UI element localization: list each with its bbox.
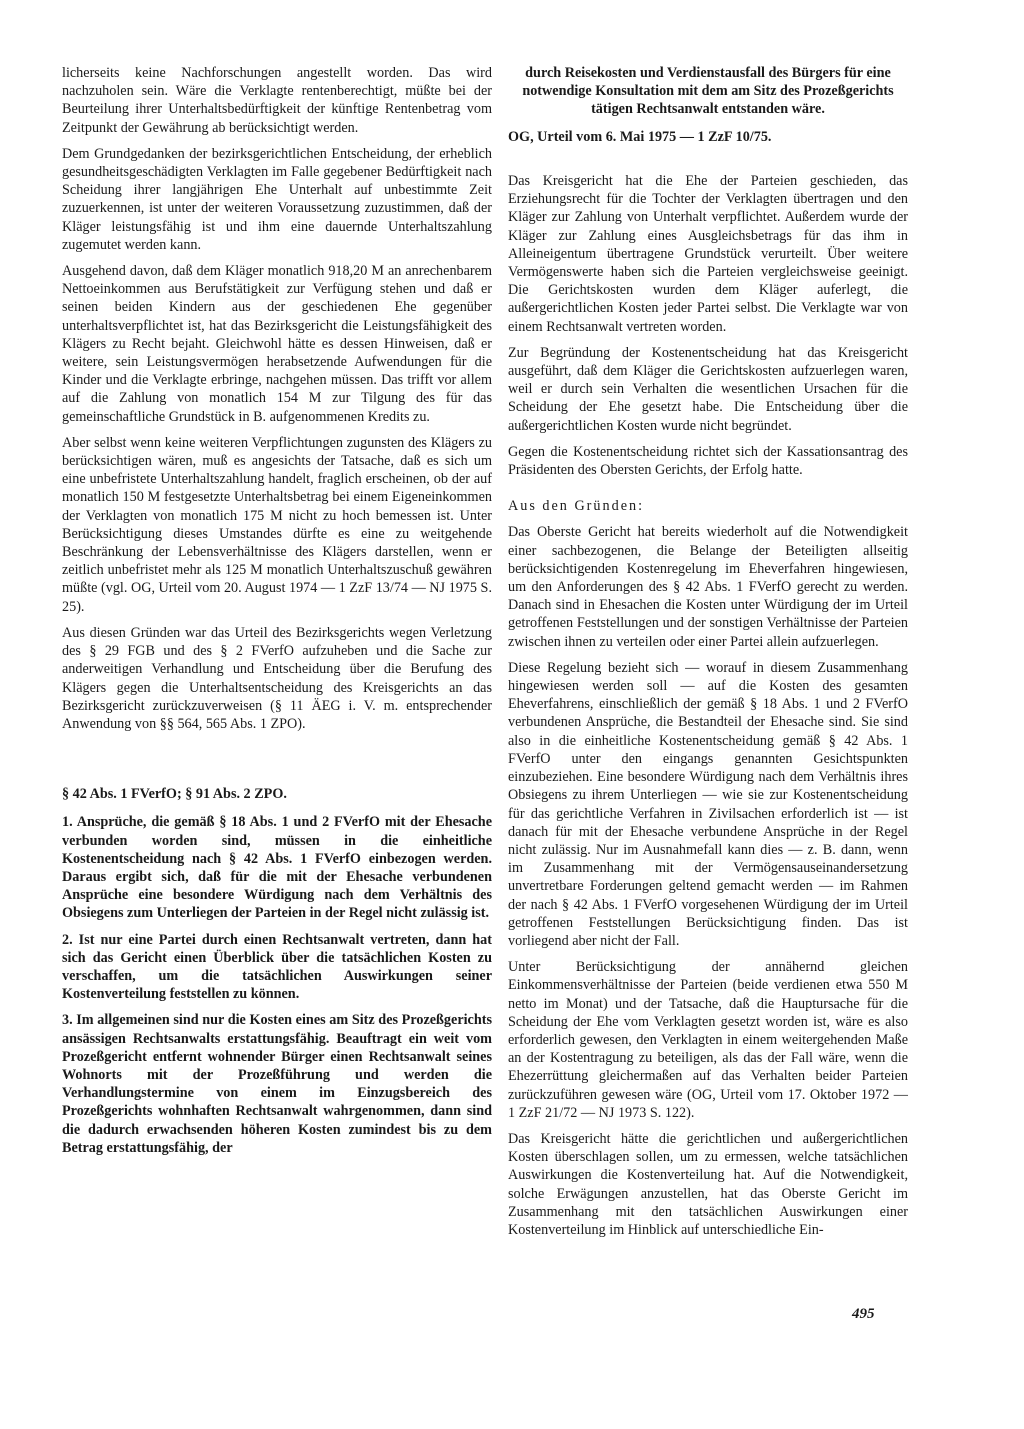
right-column — [508, 64, 908, 1247]
case-citation: OG, Urteil vom 6. Mai 1975 — 1 ZzF 10/75. — [508, 129, 772, 145]
paragraph: Gegen die Kostenentscheidung richtet sich der Kassationsantrag des Präsidenten des Obersten Gerichts, der Erfolg hatte. — [508, 443, 908, 479]
paragraph: Unter Berücksichtigung der annähernd gleichen Einkommensverhältnisse der Parteien (beide verdienen etwa 550 M netto im Monat) und der Tatsache, daß die Hauptursache für die Scheidung der Ehe vom Verklagten gesetzt worden ist, wäre es also erforderlich gewesen, den Verklagten in einem weitergehenden Maße an der Kostentragung zu beteiligen, als das der Fall wäre, wenn die Ehezerrüttung gleichermaßen auf das Verhalten beider Parteien zurückzuführen gewesen wäre (OG, Urteil vom 17. Oktober 1972 — 1 ZzF 21/72 — NJ 1973 S. 122). — [508, 959, 908, 1121]
paragraph: Das Oberste Gericht hat bereits wiederholt auf die Notwendigkeit einer sachbezogenen, die Belange der Beteiligten allseitig berücksichtigenden Kostenregelung im Eheverfahren hingewiesen, um den Anforderungen des § 42 Abs. 1 FVerfO gerecht zu werden. Danach sind in Ehesachen die Kosten unter Würdigung der im Urteil getroffenen Feststellungen und der sonstigen Verhältnisse der Parteien zwischen ihnen zu verteilen oder einer Partei allein aufzuerlegen. — [508, 524, 908, 650]
paragraph: licherseits keine Nachforschungen angestellt worden. Das wird nachzuholen sein. Wäre die Verklagte rentenberechtigt, müßte bei der Beurteilung ihrer Unterhaltsbedürftigkeit der künftige Rentenbetrag vom Zeitpunkt der Gewährung ab berücksichtigt werden. — [62, 65, 492, 136]
paragraph: Aber selbst wenn keine weiteren Verpflichtungen zugunsten des Klägers zu berücksichtigen wären, muß es angesichts der Tatsache, daß es sich um eine unbefristete Unterhaltszahlung handelt, fraglich erscheinen, ob der auf monatlich 150 M festgesetzte Unterhaltsbetrag bei einem Eigeneinkommen der Verklagten von monatlich 175 M nicht zu hoch bemessen ist. Unter Berücksichtigung dieses Umstandes dürfte es eine zu weitgehende Beschränkung der Lebensverhältnisse des Klägers darstellen, wenn er zeitlich unbefristet mehr als 125 M monatlich Unterhaltszuschuß gewähren müßte (vgl. OG, Urteil vom 20. August 1974 — 1 ZzF 13/74 — NJ 1975 S. 25). — [62, 434, 492, 615]
headnote-3: 3. Im allgemeinen sind nur die Kosten eines am Sitz des Prozeßgerichts ansässigen Rechtsanwalts erstattungsfähig. Beauftragt ein weit vom Prozeßgericht entfernt wohnender Bürger einen Rechtsanwalt seines Wohnorts mit der Prozeßführung und werden die Verhandlungstermine von einem im Einzugsbereich des Prozeßgerichts wohnhaften Rechtsanwalt wahrgenommen, dann sind die dadurch erwachsenden höheren Kosten zumindest bis zu dem Betrag erstattungsfähig, der — [62, 1012, 492, 1156]
section-heading-reasons: Aus den Gründen: — [508, 498, 645, 515]
paragraph: Diese Regelung bezieht sich — worauf in diesem Zusammenhang hingewiesen werden soll — auf die Kosten des gesamten Eheverfahrens, einschließlich der gemäß § 18 Abs. 1 und 2 FVerfO verbundenen Ansprüche, die Bestandteil der Ehesache sind. Sie sind also in die einheitliche Kostenentscheidung gemäß § 42 Abs. 1 FVerfO unter den eingangs genannten Gesichtspunkten einzubeziehen. Eine besondere Würdigung nach dem Verhältnis ihres Obsiegens zu ihrem Unterliegen — wie sie zur Kostenentscheidung für das gerichtliche Verfahren in Zivilsachen erforderlich ist — ist danach für mit der Ehesache verbundene Ansprüche in der Regel nicht zulässig. Nur im Ausnahmefall kann dies — z. B. dann, wenn im Zusammenhang mit der Vermögensauseinandersetzung unvertretbare Forderungen geltend gemacht werden — im Rahmen der nach § 42 Abs. 1 FVerfO vorgesehenen Würdigung der im Urteil getroffenen Feststellungen Berücksichtigung finden. Das ist vorliegend aber nicht der Fall. — [508, 659, 908, 949]
law-citation-heading: § 42 Abs. 1 FVerfO; § 91 Abs. 2 ZPO. — [62, 786, 287, 803]
paragraph: Zur Begründung der Kostenentscheidung hat das Kreisgericht ausgeführt, daß dem Kläger die Gerichtskosten aufzuerlegen waren, weil er durch sein Verhalten die wesentlichen Ursachen für die Scheidung der Ehe gesetzt habe. Die Entscheidung über die außergerichtlichen Kosten wurde nicht begründet. — [508, 344, 908, 434]
section-spacer — [62, 741, 492, 785]
headnote-1: 1. Ansprüche, die gemäß § 18 Abs. 1 und 2 FVerfO mit der Ehesache verbunden worden sind, müssen in die einheitliche Kostenentscheidung nach § 42 Abs. 1 FVerfO einbezogen werden. Daraus ergibt sich, daß für die mit der Ehesache verbundenen Ansprüche eine besondere Würdigung nach dem Verhältnis des Obsiegens zum Unterliegen der Parteien in der Regel nicht zulässig ist. — [62, 814, 492, 922]
paragraph: Das Kreisgericht hat die Ehe der Parteien geschieden, das Erziehungsrecht für die Tochter der Verklagten übertragen und den Kläger zur Zahlung von Unterhalt verpflichtet. Außerdem wurde der Kläger zur Zahlung eines Ausgleichsbetrags für das ihm in Alleineigentum übertragene Grundstück verurteilt. Über weitere Vermögenswerte haben sich die Parteien vergleichsweise geeinigt. Die Gerichtskosten wurden dem Kläger auferlegt, die außergerichtlichen Kosten jeder Partei selbst. Die Verklagte war von einem Rechtsanwalt vertreten worden. — [508, 173, 908, 335]
paragraph: Aus diesen Gründen war das Urteil des Bezirksgerichts wegen Verletzung des § 29 FGB und des § 2 FVerfO aufzuheben und die Sache zur anderweitigen Verhandlung und Entscheidung über die Berufung des Klägers gegen die Unterhaltsentscheidung des Kreisgerichts an das Bezirksgericht zurückzuverweisen (§ 11 ÄEG i. V. m. entsprechender Anwendung von §§ 564, 565 Abs. 1 ZPO). — [62, 624, 492, 732]
headnote-3-continued: durch Reisekosten und Verdienstausfall des Bürgers für eine notwendige Konsultation mit dem am Sitz des Prozeßgerichts tätigen Rechtsanwalt entstanden wäre. — [522, 65, 894, 117]
paragraph: Das Kreisgericht hätte die gerichtlichen und außergerichtlichen Kosten überschlagen sollen, um zu ermessen, welche tatsächlichen Auswirkungen die Kostenverteilung hat. Auf die Notwendigkeit, solche Erwägungen anzustellen, hat das Oberste Gericht im Zusammenhang mit den tatsächlichen Auswirkungen einer Kostenverteilung im Hinblick auf unterschiedliche Ein- — [508, 1130, 908, 1238]
headnote-2: 2. Ist nur eine Partei durch einen Rechtsanwalt vertreten, dann hat sich das Gericht einen Überblick über die tatsächlichen Kosten zu verschaffen, um die tatsächlichen Auswirkungen seiner Kostenverteilung feststellen zu können. — [62, 931, 492, 1003]
left-column — [62, 64, 492, 1165]
paragraph: Ausgehend davon, daß dem Kläger monatlich 918,20 M an anrechenbarem Nettoeinkommen aus Berufstätigkeit zur Verfügung stehen und daß er seinen beiden Kindern aus der geschiedenen Ehe gegenüber unterhaltsverpflichtet ist, hat das Bezirksgericht die Leistungsfähigkeit des Klägers zu Recht bejaht. Gleichwohl hätte es dessen Hinweisen, daß er weitere, sein Leistungsvermögen herabsetzende Aufwendungen für die Kinder und die Verklagte erbringe, nachgehen müssen. Das trifft vor allem auf die Zahlung von monatlich 154 M zur Tilgung des für das gemeinschaftliche Grundstück in B. aufgenommenen Kredits zu. — [62, 263, 492, 425]
paragraph: Dem Grundgedanken der bezirksgerichtlichen Entscheidung, der erheblich gesundheitsgeschädigten Verklagten im Falle gegebener Bedürftigkeit nach Scheidung ihrer langjährigen Ehe Unterhalt auf unbestimmte Zeit zuzuerkennen, ist unter der weiteren Voraussetzung zuzustimmen, daß der Kläger leistungsfähig ist und ihm eine dauernde Unterhaltszahlung zugemutet werden kann. — [62, 145, 492, 253]
page-number: 495 — [852, 1306, 875, 1322]
